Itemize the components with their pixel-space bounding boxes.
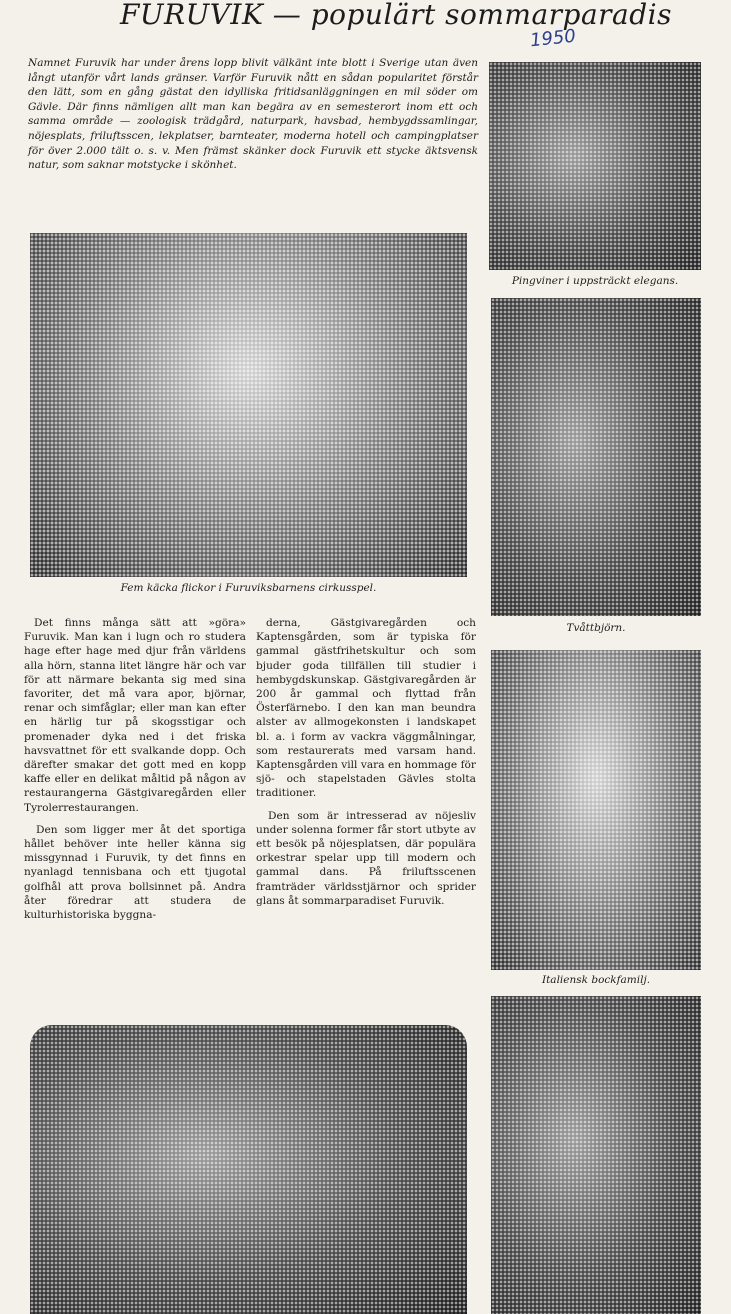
text-column-2 bbox=[256, 616, 476, 916]
penguins-caption: Pingviner i uppsträckt elegans. bbox=[511, 275, 679, 287]
col1-paragraph-2: Den som ligger mer åt det sportiga hållet behöver inte heller känna sig missgynnad i Furuvik, ty det finns en nyanlagd tennisbana och ett tjugotal golfhål att prova bollsinnet på. Andra åter föredrar att studera de kulturhistoriska byggna- bbox=[24, 823, 246, 922]
col2-paragraph-1: derna, Gästgivaregården och Kaptensgården, som är typiska för gammal gästfrihetskultur och som bjuder goda tillfällen till studier i hembygdskunskap. Gästgivaregården är 200 år gammal och flyttad från Österfärnebo. I den kan man beundra alster av allmogekonsten i landskapet bl. a. i form av vackra väggmålningar, som restaurerats med varsam hand. Kaptensgården vill vara en hommage för sjö- och stapelstaden Gävles stolta traditioner. bbox=[256, 617, 476, 800]
col1-paragraph-1: Det finns många sätt att »göra» Furuvik. Man kan i lugn och ro studera hage efter hage med djur från världens alla hörn, stanna litet längre här och var för att närmare bekanta sig med sina favoriter, det må vara apor, björnar, renar och simfåglar; eller man kan efter en härlig tur på skogsstigar och promenader dyka ned i det friska havsvattnet för ett svalkande dopp. Och därefter smakar det gott med en kopp kaffe eller en delikat måltid på någon av restaurangerna Gästgivaregården eller Tyrolerrestaurangen. bbox=[24, 617, 246, 814]
goats-photo bbox=[491, 650, 701, 970]
goats-caption: Italiensk bockfamilj. bbox=[541, 974, 651, 986]
text-column-1 bbox=[24, 616, 246, 930]
girls-caption: Fem käcka flickor i Furuviksbarnens cirkusspel. bbox=[120, 582, 377, 594]
raccoon-caption: Tvåttbjörn. bbox=[566, 622, 626, 634]
article-title: FURUVIK — populärt sommarparadis bbox=[120, 0, 672, 31]
col2-paragraph-2: Den som är intresserad av nöjesliv under solenna former får stort utbyte av ett besök på nöjesplatsen, där populära orkestrar spelar upp till modern och gammal dans. På friluftsscenen framträder världsstjärnor och sprider glans åt sommarparadiset Furuvik. bbox=[256, 809, 476, 907]
handwritten-year: 1950 bbox=[529, 25, 577, 52]
bottom-right-photo bbox=[491, 996, 701, 1314]
bottom-photo bbox=[30, 1025, 467, 1314]
penguins-photo bbox=[489, 62, 701, 270]
article-intro: Namnet Furuvik har under årens lopp blivit välkänt inte blott i Sverige utan även långt utanför vårt lands gränser. Varför Furuvik nått en sådan popularitet förstår den lätt, som en gång gästat den idylliska fritidsanläggningen en mil söder om Gävle. Där finns nämligen allt man kan begära av en semesterort inom ett och samma område — zoologisk trädgård, naturpark, havsbad, hembygdssamlingar, nöjesplats, friluftsscen, lekplatser, barnteater, moderna hotell och campingplatser för över 2.000 tält o. s. v. Men främst skänker dock Furuvik ett stycke äktsvensk natur, som saknar motstycke i skönhet. bbox=[28, 57, 478, 172]
girls-circus-photo bbox=[30, 233, 467, 577]
raccoon-photo bbox=[491, 298, 701, 616]
